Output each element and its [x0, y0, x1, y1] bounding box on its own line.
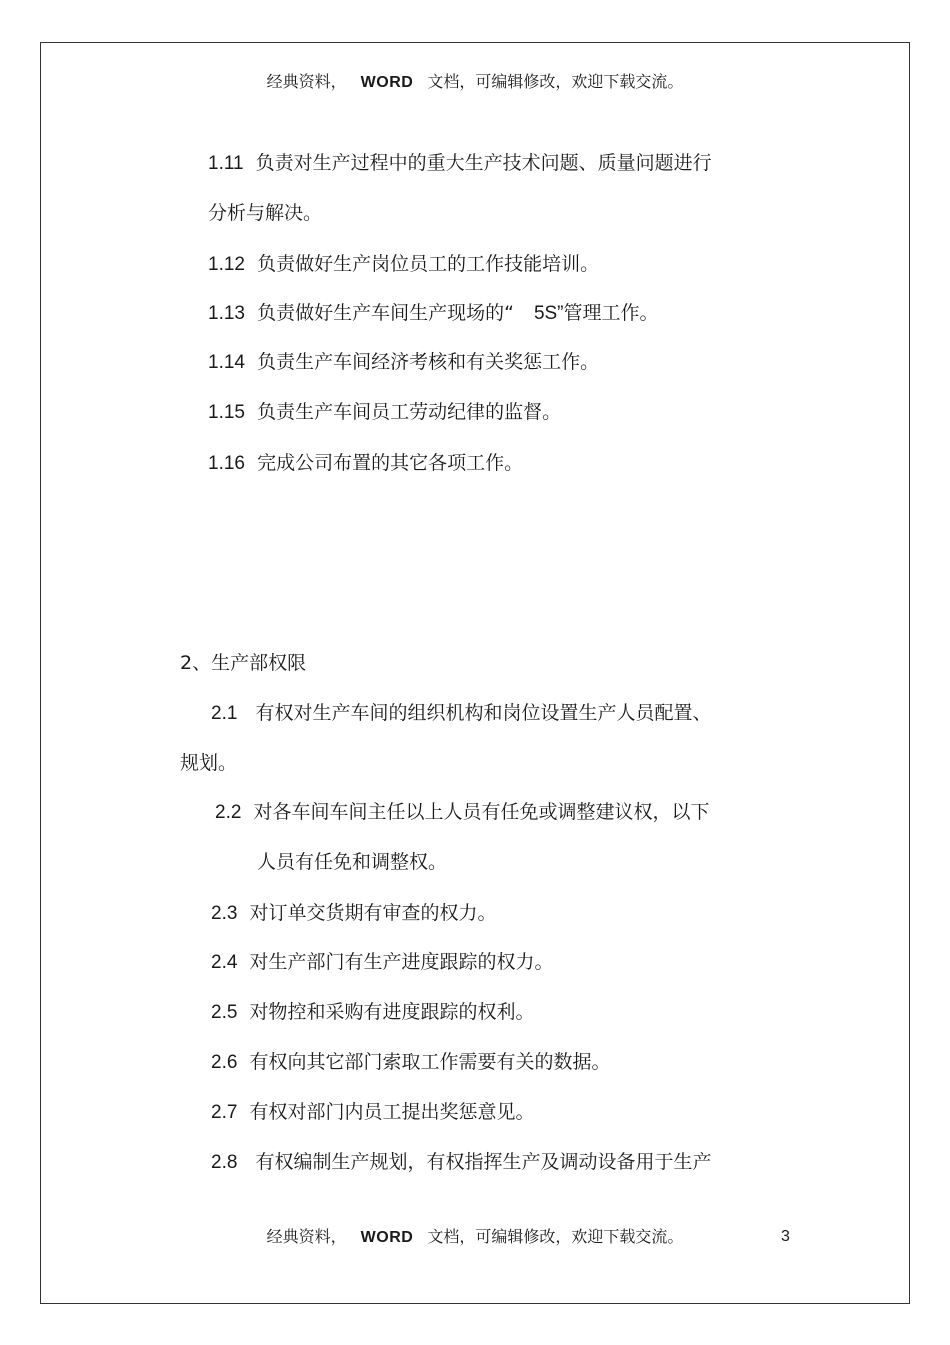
- item-text: 负责生产车间员工劳动纪律的监督。: [257, 401, 562, 423]
- page-footer: [0, 1227, 950, 1248]
- item-number: 2.5: [211, 1002, 238, 1023]
- item-number: 2.3: [211, 903, 238, 924]
- item-text: 有权编制生产规划，有权指挥生产及调动设备用于生产: [255, 1151, 712, 1173]
- item-text: 负责对生产过程中的重大生产技术问题、质量问题进行: [255, 152, 712, 174]
- page-number: 3: [781, 1228, 790, 1245]
- header-suffix: 文档，可编辑修改，欢迎下载交流。: [427, 72, 684, 91]
- item-2-1: [211, 701, 712, 726]
- item-text: 完成公司布置的其它各项工作。: [257, 452, 524, 474]
- footer-word: WORD: [360, 1229, 414, 1246]
- footer-suffix: 文档，可编辑修改，欢迎下载交流。: [427, 1227, 684, 1246]
- item-text: 有权对部门内员工提出奖惩意见。: [249, 1101, 535, 1123]
- item-text: 有权对生产车间的组织机构和岗位设置生产人员配置、: [255, 702, 712, 724]
- item-text: 对各车间车间主任以上人员有任免或调整建议权，以下: [253, 801, 710, 823]
- item-number: 1.11: [208, 153, 244, 174]
- header-prefix: 经典资料，: [266, 72, 347, 91]
- item-number: 2.2: [215, 802, 242, 823]
- section-2-heading: 2、生产部权限: [180, 652, 307, 674]
- item-number: 1.14: [208, 352, 245, 373]
- item-text: 对订单交货期有审查的权力。: [249, 902, 497, 924]
- item-number: 2.6: [211, 1052, 238, 1073]
- item-2-6: [211, 1050, 611, 1075]
- item-1-11-continuation: 分析与解决。: [208, 202, 323, 224]
- item-number: 1.12: [208, 254, 245, 275]
- item-1-11: [208, 151, 712, 176]
- item-2-8: [211, 1150, 712, 1175]
- item-2-4: [211, 950, 554, 975]
- item-number: 2.7: [211, 1102, 238, 1123]
- item-number: 2.8: [211, 1152, 238, 1173]
- item-1-14: [208, 350, 599, 375]
- item-2-2: [215, 800, 710, 825]
- item-text: 对生产部门有生产进度跟踪的权力。: [249, 951, 554, 973]
- item-1-16: [208, 451, 523, 476]
- item-text: 负责生产车间经济考核和有关奖惩工作。: [257, 351, 600, 373]
- page-header: [0, 72, 950, 93]
- item-text-5s: 5S”: [533, 303, 564, 324]
- item-text: 有权向其它部门索取工作需要有关的数据。: [249, 1051, 611, 1073]
- footer-prefix: 经典资料，: [266, 1227, 347, 1246]
- item-2-1-continuation: 规划。: [180, 752, 238, 774]
- item-text: 管理工作。: [563, 302, 659, 324]
- item-2-3: [211, 901, 497, 926]
- item-number: 2.1: [211, 703, 238, 724]
- item-1-13: [208, 301, 659, 326]
- item-1-12: [208, 252, 599, 277]
- item-2-2-continuation: 人员有任免和调整权。: [257, 851, 448, 873]
- item-number: 1.16: [208, 453, 245, 474]
- item-number: 1.15: [208, 402, 245, 423]
- item-text: 负责做好生产岗位员工的工作技能培训。: [257, 253, 600, 275]
- item-text: 对物控和采购有进度跟踪的权利。: [249, 1001, 535, 1023]
- item-number: 2.4: [211, 952, 238, 973]
- item-1-15: [208, 400, 561, 425]
- item-2-7: [211, 1100, 535, 1125]
- item-number: 1.13: [208, 303, 245, 324]
- item-2-5: [211, 1000, 535, 1025]
- item-text: 负责做好生产车间生产现场的“: [257, 302, 514, 324]
- header-word: WORD: [360, 74, 414, 91]
